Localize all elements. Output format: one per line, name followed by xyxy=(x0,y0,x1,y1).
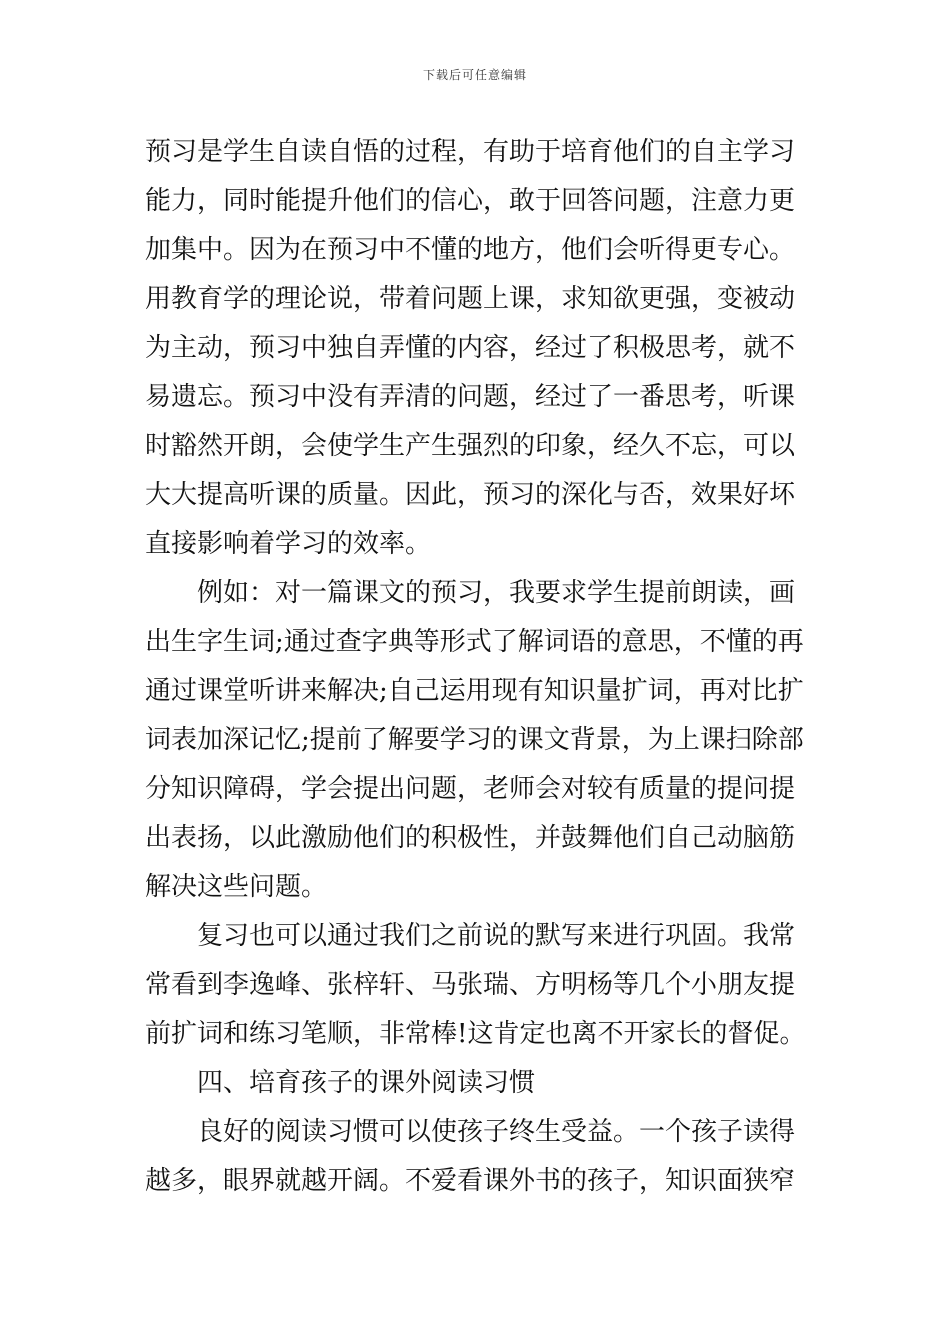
text-line: 良好的阅读习惯可以使孩子终生受益。一个孩子读得 xyxy=(145,1117,796,1147)
text-line: 用教育学的理论说，带着问题上课，求知欲更强，变被动 xyxy=(145,284,796,314)
document-body xyxy=(145,128,815,1206)
section-heading: 四、培育孩子的课外阅读习惯 xyxy=(145,1068,536,1098)
text-line: 通过课堂听讲来解决;自己运用现有知识量扩词，再对比扩 xyxy=(145,676,804,706)
text-line: 易遗忘。预习中没有弄清的问题，经过了一番思考，听课 xyxy=(145,382,796,412)
text-line: 解决这些问题。 xyxy=(145,872,328,902)
text-line: 越多，眼界就越开阔。不爱看课外书的孩子，知识面狭窄 xyxy=(145,1166,796,1196)
text-line: 大大提高听课的质量。因此，预习的深化与否，效果好坏 xyxy=(145,480,796,510)
text-line: 词表加深记忆;提前了解要学习的课文背景，为上课扫除部 xyxy=(145,725,804,755)
text-line: 复习也可以通过我们之前说的默写来进行巩固。我常 xyxy=(145,921,796,951)
text-line: 预习是学生自读自悟的过程，有助于培育他们的自主学习 xyxy=(145,137,796,167)
text-line: 常看到李逸峰、张梓轩、马张瑞、方明杨等几个小朋友提 xyxy=(145,970,796,1000)
text-line: 出表扬，以此激励他们的积极性，并鼓舞他们自己动脑筋 xyxy=(145,823,796,853)
text-line: 时豁然开朗，会使学生产生强烈的印象，经久不忘，可以 xyxy=(145,431,796,461)
text-line: 例如：对一篇课文的预习，我要求学生提前朗读，画 xyxy=(145,578,796,608)
text-line: 能力，同时能提升他们的信心，敢于回答问题，注意力更 xyxy=(145,186,796,216)
text-line: 直接影响着学习的效率。 xyxy=(145,529,432,559)
page-header: 下载后可任意编辑 xyxy=(422,68,527,82)
text-line: 出生字生词;通过查字典等形式了解词语的意思，不懂的再 xyxy=(145,627,804,657)
text-line: 前扩词和练习笔顺，非常棒!这肯定也离不开家长的督促。 xyxy=(145,1019,806,1049)
text-line: 分知识障碍，学会提出问题，老师会对较有质量的提问提 xyxy=(145,774,796,804)
text-line: 加集中。因为在预习中不懂的地方，他们会听得更专心。 xyxy=(145,235,796,265)
text-line: 为主动，预习中独自弄懂的内容，经过了积极思考，就不 xyxy=(145,333,796,363)
